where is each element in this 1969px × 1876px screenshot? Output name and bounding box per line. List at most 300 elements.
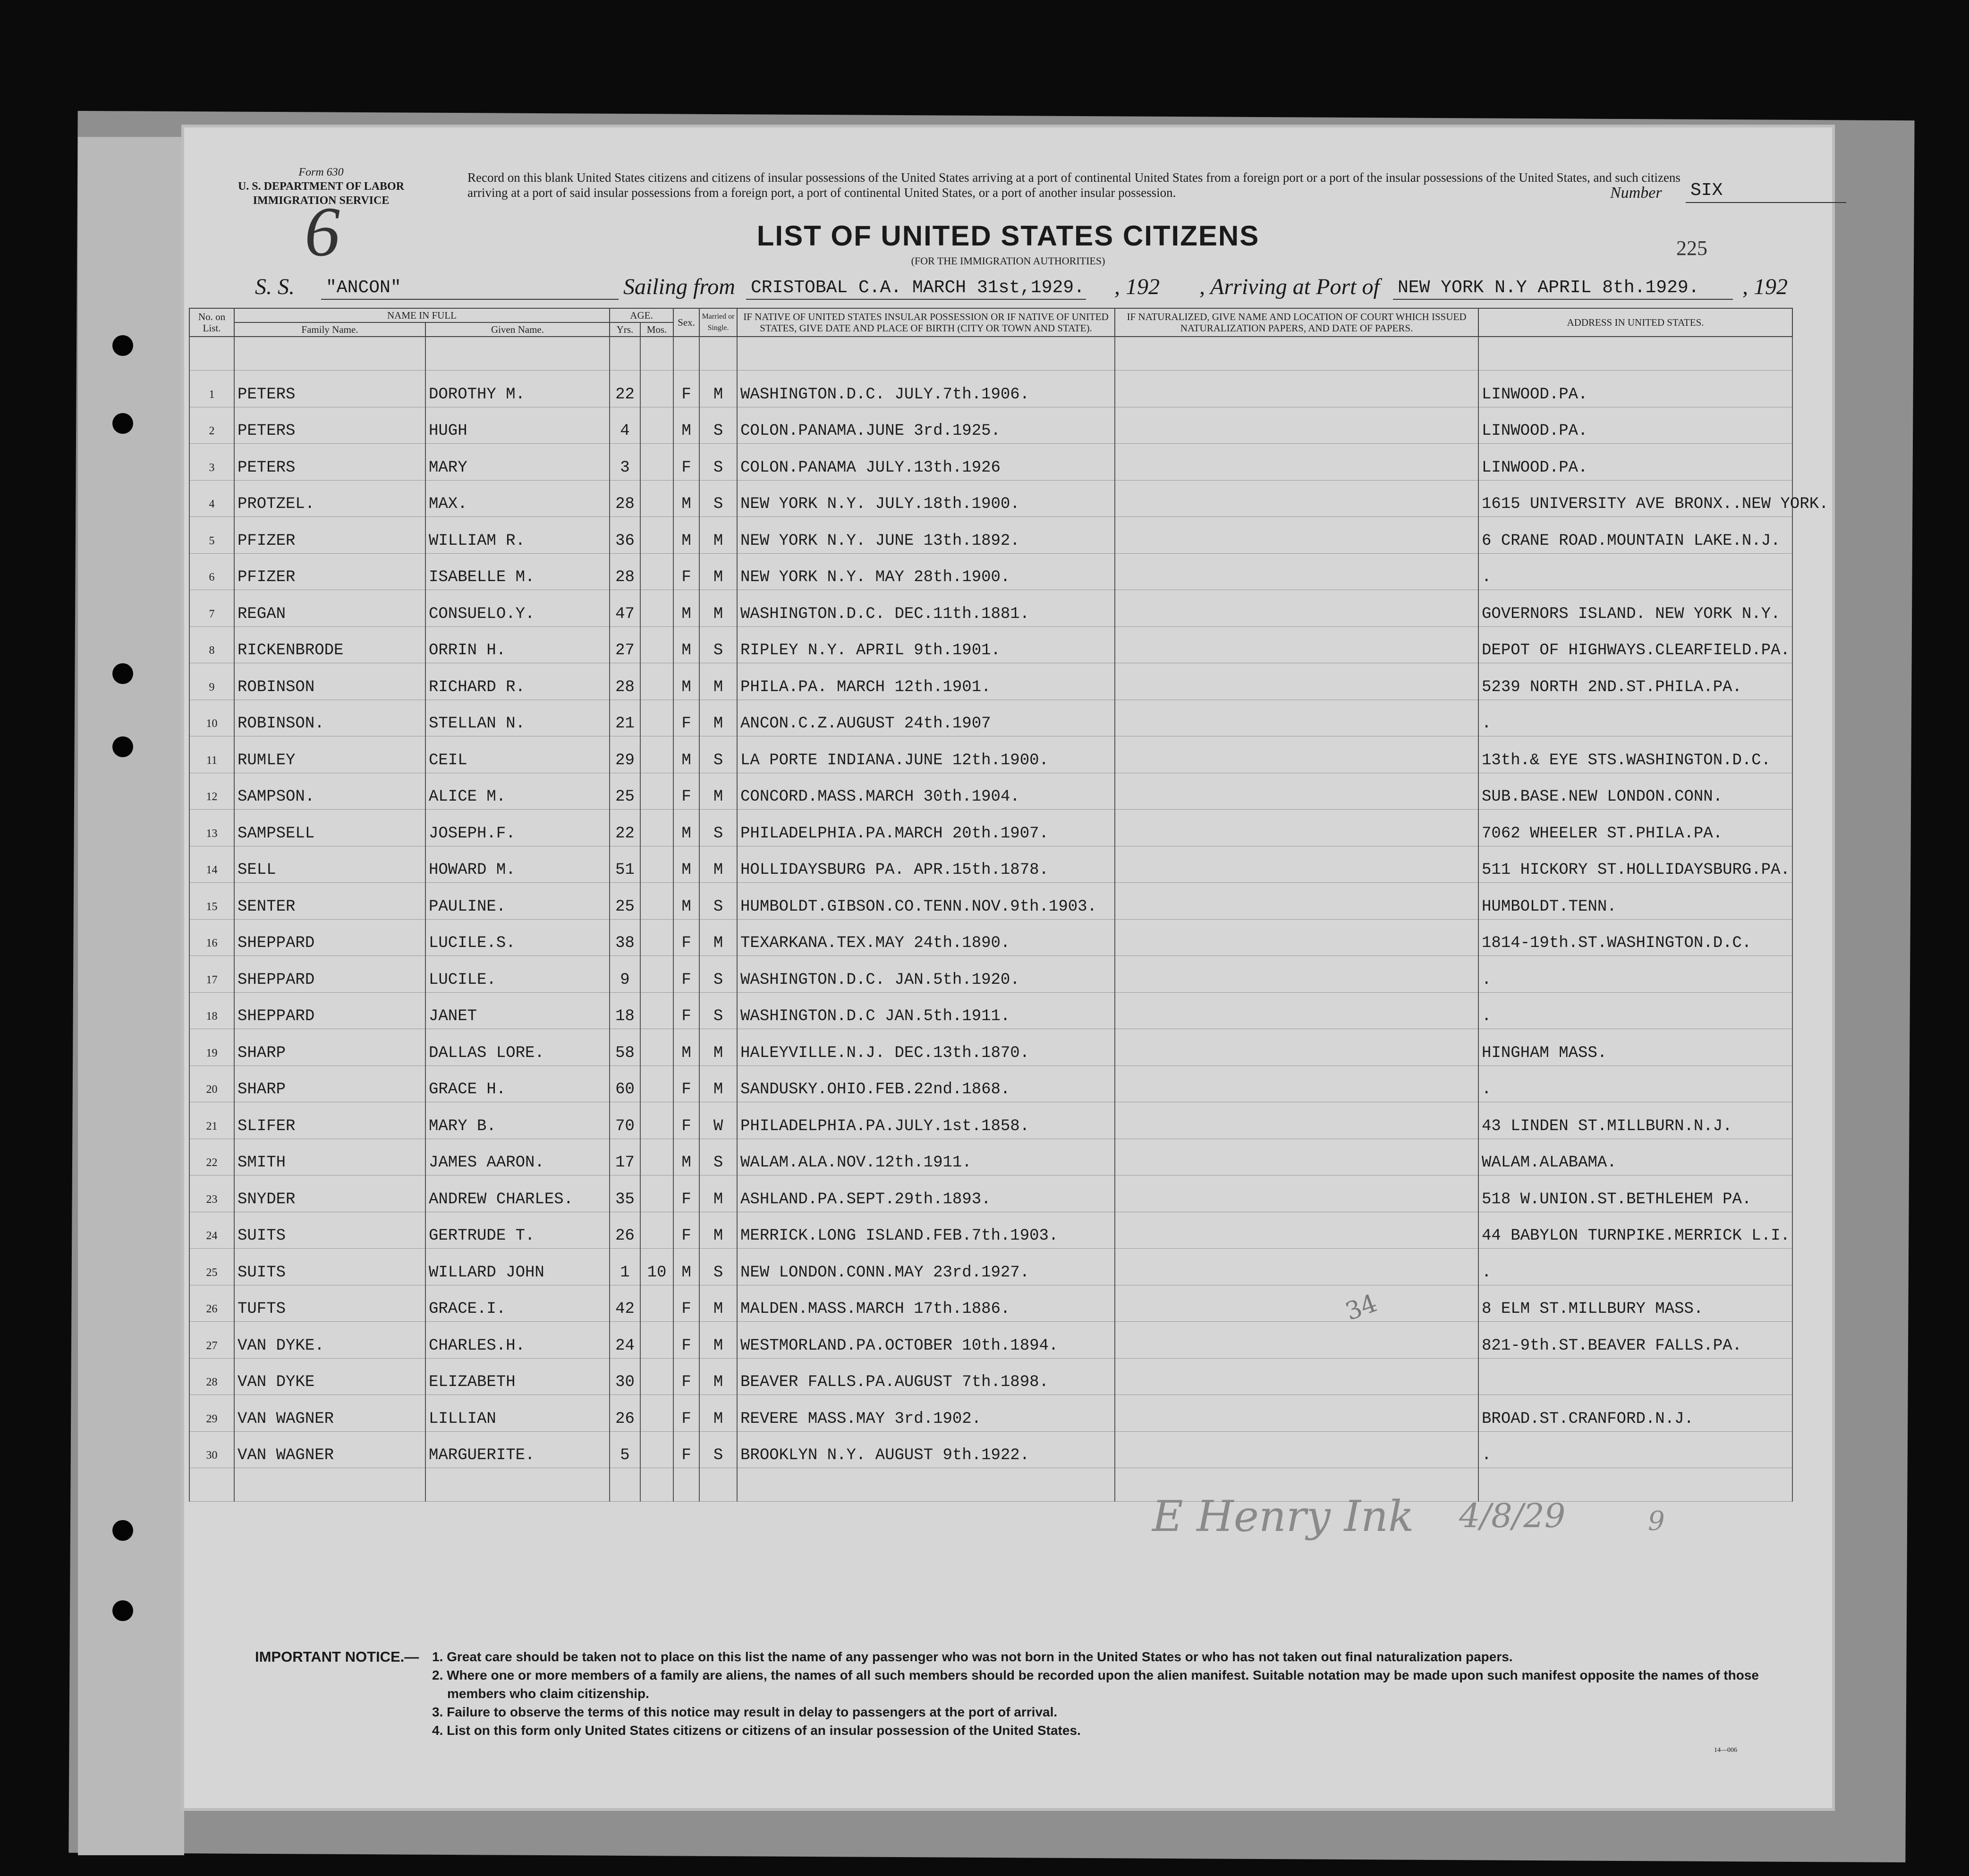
- sex: M: [673, 883, 699, 920]
- number-value: SIX: [1690, 180, 1723, 201]
- age-months: [640, 1175, 673, 1212]
- ss-label: S. S.: [255, 274, 295, 299]
- sex: M: [673, 810, 699, 846]
- col-naturalized: IF NATURALIZED, GIVE NAME AND LOCATION OF COURT WHICH ISSUED NATURALIZATION PAPERS, AND DATE OF PAPERS.: [1115, 308, 1478, 337]
- given-name: JANET: [425, 992, 610, 1029]
- age-months: [640, 846, 673, 883]
- age-years: 28: [610, 553, 640, 590]
- naturalization-info: [1115, 1358, 1478, 1395]
- row-number: 13: [189, 810, 234, 846]
- sex: F: [673, 700, 699, 736]
- age-months: [640, 1065, 673, 1102]
- passenger-table: [189, 308, 1829, 1502]
- notice-items: [432, 1648, 1782, 1740]
- table-row: [189, 810, 1792, 846]
- row-number: 27: [189, 1322, 234, 1359]
- age-months: [640, 407, 673, 444]
- us-address: WALAM.ALABAMA.: [1478, 1139, 1792, 1175]
- col-no: No. on List.: [189, 308, 234, 337]
- us-address: LINWOOD.PA.: [1478, 444, 1792, 481]
- us-address: LINWOOD.PA.: [1478, 407, 1792, 444]
- naturalization-info: [1115, 1322, 1478, 1359]
- col-name-in-full: NAME IN FULL: [234, 308, 610, 322]
- given-name: ORRIN H.: [425, 626, 610, 663]
- service-name: IMMIGRATION SERVICE: [253, 194, 390, 207]
- birth-place-date: BEAVER FALLS.PA.AUGUST 7th.1898.: [737, 1358, 1115, 1395]
- marital-status: S: [699, 956, 737, 993]
- row-number: 7: [189, 590, 234, 627]
- given-name: RICHARD R.: [425, 663, 610, 700]
- birth-place-date: WALAM.ALA.NOV.12th.1911.: [737, 1139, 1115, 1175]
- family-name: RICKENBRODE: [234, 626, 425, 663]
- us-address: GOVERNORS ISLAND. NEW YORK N.Y.: [1478, 590, 1792, 627]
- naturalization-info: [1115, 1139, 1478, 1175]
- age-years: 22: [610, 810, 640, 846]
- sex: F: [673, 1431, 699, 1468]
- age-years: 22: [610, 371, 640, 407]
- marital-status: M: [699, 1395, 737, 1432]
- family-name: SNYDER: [234, 1175, 425, 1212]
- table-row: [189, 1102, 1792, 1139]
- table-row: [189, 626, 1792, 663]
- marital-status: M: [699, 1175, 737, 1212]
- table-row: [189, 736, 1792, 773]
- spacer-row: [189, 337, 1792, 371]
- naturalization-info: [1115, 626, 1478, 663]
- given-name: DOROTHY M.: [425, 371, 610, 407]
- col-address: ADDRESS IN UNITED STATES.: [1478, 308, 1792, 337]
- sex: F: [673, 773, 699, 810]
- row-number: 16: [189, 919, 234, 956]
- col-age: AGE.: [610, 308, 673, 322]
- marital-status: M: [699, 517, 737, 554]
- birth-place-date: PHILADELPHIA.PA.MARCH 20th.1907.: [737, 810, 1115, 846]
- age-months: [640, 992, 673, 1029]
- us-address: 13th.& EYE STS.WASHINGTON.D.C.: [1478, 736, 1792, 773]
- marital-status: S: [699, 992, 737, 1029]
- arriving-underline: [1393, 299, 1733, 300]
- age-years: 3: [610, 444, 640, 481]
- given-name: MARY B.: [425, 1102, 610, 1139]
- family-name: SHEPPARD: [234, 956, 425, 993]
- birth-place-date: HALEYVILLE.N.J. DEC.13th.1870.: [737, 1029, 1115, 1066]
- age-months: [640, 919, 673, 956]
- naturalization-info: [1115, 553, 1478, 590]
- sex: M: [673, 407, 699, 444]
- table-row: [189, 590, 1792, 627]
- us-address: .: [1478, 992, 1792, 1029]
- family-name: SUITS: [234, 1249, 425, 1285]
- birth-place-date: ANCON.C.Z.AUGUST 24th.1907: [737, 700, 1115, 736]
- ship-name: "ANCON": [326, 278, 401, 298]
- family-name: SENTER: [234, 883, 425, 920]
- family-name: REGAN: [234, 590, 425, 627]
- us-address: 1814-19th.ST.WASHINGTON.D.C.: [1478, 919, 1792, 956]
- us-address: LINWOOD.PA.: [1478, 371, 1792, 407]
- birth-place-date: NEW LONDON.CONN.MAY 23rd.1927.: [737, 1249, 1115, 1285]
- sex: M: [673, 846, 699, 883]
- age-months: [640, 444, 673, 481]
- us-address: .: [1478, 700, 1792, 736]
- given-name: JOSEPH.F.: [425, 810, 610, 846]
- marital-status: M: [699, 663, 737, 700]
- family-name: PFIZER: [234, 553, 425, 590]
- us-address: 6 CRANE ROAD.MOUNTAIN LAKE.N.J.: [1478, 517, 1792, 554]
- naturalization-info: [1115, 480, 1478, 517]
- marital-status: M: [699, 590, 737, 627]
- birth-place-date: TEXARKANA.TEX.MAY 24th.1890.: [737, 919, 1115, 956]
- family-name: PETERS: [234, 371, 425, 407]
- naturalization-info: [1115, 1395, 1478, 1432]
- age-years: 25: [610, 883, 640, 920]
- row-number: 3: [189, 444, 234, 481]
- age-years: 35: [610, 1175, 640, 1212]
- col-yrs: Yrs.: [610, 322, 640, 337]
- given-name: JAMES AARON.: [425, 1139, 610, 1175]
- us-address: .: [1478, 1065, 1792, 1102]
- us-address: 8 ELM ST.MILLBURY MASS.: [1478, 1285, 1792, 1322]
- age-months: [640, 736, 673, 773]
- arriving-value: NEW YORK N.Y APRIL 8th.1929.: [1398, 278, 1699, 298]
- age-years: 38: [610, 919, 640, 956]
- table-row: [189, 1322, 1792, 1359]
- sex: F: [673, 553, 699, 590]
- given-name: LUCILE.: [425, 956, 610, 993]
- family-name: SLIFER: [234, 1102, 425, 1139]
- given-name: MAX.: [425, 480, 610, 517]
- table-row: [189, 1395, 1792, 1432]
- birth-place-date: CONCORD.MASS.MARCH 30th.1904.: [737, 773, 1115, 810]
- sex: F: [673, 1285, 699, 1322]
- underlying-page-edge: [78, 137, 184, 1855]
- sex: F: [673, 1065, 699, 1102]
- marital-status: M: [699, 1029, 737, 1066]
- us-address: 5239 NORTH 2ND.ST.PHILA.PA.: [1478, 663, 1792, 700]
- naturalization-info: [1115, 736, 1478, 773]
- age-months: [640, 1139, 673, 1175]
- us-address: SUB.BASE.NEW LONDON.CONN.: [1478, 773, 1792, 810]
- age-years: 42: [610, 1285, 640, 1322]
- ship-underline: [321, 299, 619, 300]
- marital-status: M: [699, 1358, 737, 1395]
- age-years: 18: [610, 992, 640, 1029]
- header-row-1: [189, 308, 1792, 322]
- age-months: [640, 517, 673, 554]
- sailing-value: CRISTOBAL C.A. MARCH 31st,1929.: [751, 278, 1085, 298]
- binder-hole: [112, 413, 133, 434]
- naturalization-info: [1115, 407, 1478, 444]
- sex: M: [673, 1029, 699, 1066]
- notice-item-2: 2. Where one or more members of a family are aliens, the names of all such members should be recorded upon the alien manifest. Suitable notation may be made upon such manifest opposite the names of those members who claim citizenship.: [432, 1668, 1759, 1701]
- table-row: [189, 1065, 1792, 1102]
- sex: M: [673, 1139, 699, 1175]
- age-months: [640, 1322, 673, 1359]
- birth-place-date: BROOKLYN N.Y. AUGUST 9th.1922.: [737, 1431, 1115, 1468]
- sex: M: [673, 1249, 699, 1285]
- table-row: [189, 1029, 1792, 1066]
- marital-status: S: [699, 626, 737, 663]
- marital-status: M: [699, 919, 737, 956]
- table-row: [189, 773, 1792, 810]
- age-years: 24: [610, 1322, 640, 1359]
- naturalization-info: [1115, 590, 1478, 627]
- number-underline: [1686, 202, 1846, 203]
- family-name: TUFTS: [234, 1285, 425, 1322]
- signature-mark: 9: [1648, 1506, 1665, 1537]
- family-name: SAMPSON.: [234, 773, 425, 810]
- notice-lead: IMPORTANT NOTICE.—: [255, 1648, 419, 1665]
- naturalization-info: [1115, 444, 1478, 481]
- row-number: 25: [189, 1249, 234, 1285]
- sailing-label: Sailing from: [623, 274, 735, 299]
- family-name: SHARP: [234, 1065, 425, 1102]
- age-years: 26: [610, 1395, 640, 1432]
- marital-status: S: [699, 407, 737, 444]
- naturalization-info: [1115, 1285, 1478, 1322]
- naturalization-info: [1115, 371, 1478, 407]
- birth-place-date: SANDUSKY.OHIO.FEB.22nd.1868.: [737, 1065, 1115, 1102]
- age-years: 4: [610, 407, 640, 444]
- family-name: SHARP: [234, 1029, 425, 1066]
- inspector-signature: E Henry Ink: [1152, 1492, 1414, 1541]
- us-address: 518 W.UNION.ST.BETHLEHEM PA.: [1478, 1175, 1792, 1212]
- age-months: [640, 700, 673, 736]
- us-address: .: [1478, 956, 1792, 993]
- naturalization-info: [1115, 956, 1478, 993]
- family-name: VAN WAGNER: [234, 1395, 425, 1432]
- table-row: [189, 956, 1792, 993]
- us-address: .: [1478, 1431, 1792, 1468]
- sex: M: [673, 663, 699, 700]
- birth-place-date: COLON.PANAMA.JUNE 3rd.1925.: [737, 407, 1115, 444]
- notice-item-3: 3. Failure to observe the terms of this notice may result in delay to passengers at the port of arrival.: [432, 1705, 1058, 1719]
- page-title: LIST OF UNITED STATES CITIZENS: [756, 220, 1260, 252]
- given-name: CHARLES.H.: [425, 1322, 610, 1359]
- marital-status: M: [699, 846, 737, 883]
- marital-status: M: [699, 1212, 737, 1249]
- table-row: [189, 700, 1792, 736]
- row-number: 28: [189, 1358, 234, 1395]
- naturalization-info: [1115, 773, 1478, 810]
- naturalization-info: [1115, 810, 1478, 846]
- birth-place-date: RIPLEY N.Y. APRIL 9th.1901.: [737, 626, 1115, 663]
- sex: F: [673, 1395, 699, 1432]
- family-name: VAN WAGNER: [234, 1431, 425, 1468]
- row-number: 26: [189, 1285, 234, 1322]
- sheet-handwritten-number: 6: [305, 193, 340, 271]
- table-row: [189, 919, 1792, 956]
- age-months: [640, 956, 673, 993]
- age-months: [640, 1431, 673, 1468]
- age-years: 70: [610, 1102, 640, 1139]
- table-row: [189, 1212, 1792, 1249]
- row-number: 23: [189, 1175, 234, 1212]
- age-years: 51: [610, 846, 640, 883]
- row-number: 5: [189, 517, 234, 554]
- sex: M: [673, 590, 699, 627]
- sex: F: [673, 992, 699, 1029]
- birth-place-date: NEW YORK N.Y. MAY 28th.1900.: [737, 553, 1115, 590]
- given-name: GERTRUDE T.: [425, 1212, 610, 1249]
- row-number: 8: [189, 626, 234, 663]
- year-label-1: , 192: [1114, 274, 1160, 299]
- age-years: 25: [610, 773, 640, 810]
- age-years: 47: [610, 590, 640, 627]
- age-months: [640, 1395, 673, 1432]
- signature-date: 4/8/29: [1459, 1496, 1566, 1535]
- binder-hole: [112, 1520, 133, 1541]
- age-years: 28: [610, 663, 640, 700]
- us-address: .: [1478, 553, 1792, 590]
- marital-status: M: [699, 553, 737, 590]
- sailing-underline: [746, 299, 1086, 300]
- passenger-rows: [189, 337, 1829, 1502]
- col-family-name: Family Name.: [234, 322, 425, 337]
- naturalization-info: [1115, 1175, 1478, 1212]
- arriving-label: , Arriving at Port of: [1199, 274, 1380, 299]
- naturalization-info: [1115, 1102, 1478, 1139]
- birth-place-date: PHILA.PA. MARCH 12th.1901.: [737, 663, 1115, 700]
- table-row: [189, 992, 1792, 1029]
- birth-place-date: MERRICK.LONG ISLAND.FEB.7th.1903.: [737, 1212, 1115, 1249]
- marital-status: M: [699, 1285, 737, 1322]
- age-months: [640, 1029, 673, 1066]
- sex: F: [673, 371, 699, 407]
- sex: F: [673, 1358, 699, 1395]
- given-name: MARY: [425, 444, 610, 481]
- age-months: [640, 883, 673, 920]
- sex: F: [673, 1102, 699, 1139]
- handwritten-34: 34: [1341, 1289, 1381, 1327]
- birth-place-date: HUMBOLDT.GIBSON.CO.TENN.NOV.9th.1903.: [737, 883, 1115, 920]
- sex: M: [673, 626, 699, 663]
- family-name: ROBINSON.: [234, 700, 425, 736]
- age-years: 1: [610, 1249, 640, 1285]
- col-mos: Mos.: [640, 322, 673, 337]
- family-name: PFIZER: [234, 517, 425, 554]
- marital-status: M: [699, 1322, 737, 1359]
- table-row: [189, 1358, 1792, 1395]
- age-months: [640, 810, 673, 846]
- us-address: 7062 WHEELER ST.PHILA.PA.: [1478, 810, 1792, 846]
- binder-hole: [112, 663, 133, 684]
- row-number: 22: [189, 1139, 234, 1175]
- given-name: PAULINE.: [425, 883, 610, 920]
- table-row: [189, 663, 1792, 700]
- row-number: 20: [189, 1065, 234, 1102]
- marital-status: S: [699, 444, 737, 481]
- row-number: 21: [189, 1102, 234, 1139]
- table-row: [189, 1249, 1792, 1285]
- birth-place-date: WASHINGTON.D.C. JAN.5th.1920.: [737, 956, 1115, 993]
- col-birth: IF NATIVE OF UNITED STATES INSULAR POSSESSION OR IF NATIVE OF UNITED STATES, GIVE DATE AND PLACE OF BIRTH (CITY OR TOWN AND STATE).: [737, 308, 1115, 337]
- page-subtitle: (FOR THE IMMIGRATION AUTHORITIES): [911, 255, 1105, 267]
- given-name: ELIZABETH: [425, 1358, 610, 1395]
- col-sex: Sex.: [673, 308, 699, 337]
- naturalization-info: [1115, 1029, 1478, 1066]
- marital-status: W: [699, 1102, 737, 1139]
- naturalization-info: [1115, 919, 1478, 956]
- us-address: .: [1478, 1249, 1792, 1285]
- birth-place-date: REVERE MASS.MAY 3rd.1902.: [737, 1395, 1115, 1432]
- row-number: 6: [189, 553, 234, 590]
- age-months: [640, 773, 673, 810]
- marital-status: S: [699, 1249, 737, 1285]
- age-months: [640, 1358, 673, 1395]
- us-address: 821-9th.ST.BEAVER FALLS.PA.: [1478, 1322, 1792, 1359]
- given-name: ALICE M.: [425, 773, 610, 810]
- family-name: VAN DYKE.: [234, 1322, 425, 1359]
- form-code: 14—006: [1714, 1747, 1737, 1754]
- given-name: STELLAN N.: [425, 700, 610, 736]
- marital-status: S: [699, 810, 737, 846]
- stamp-number: 225: [1676, 237, 1707, 260]
- age-years: 58: [610, 1029, 640, 1066]
- age-months: [640, 371, 673, 407]
- age-months: [640, 553, 673, 590]
- birth-place-date: NEW YORK N.Y. JUNE 13th.1892.: [737, 517, 1115, 554]
- row-number: 14: [189, 846, 234, 883]
- family-name: SAMPSELL: [234, 810, 425, 846]
- age-months: [640, 480, 673, 517]
- marital-status: M: [699, 700, 737, 736]
- birth-place-date: HOLLIDAYSBURG PA. APR.15th.1878.: [737, 846, 1115, 883]
- sex: M: [673, 736, 699, 773]
- age-months: [640, 1102, 673, 1139]
- family-name: ROBINSON: [234, 663, 425, 700]
- birth-place-date: WASHINGTON.D.C. DEC.11th.1881.: [737, 590, 1115, 627]
- age-years: 9: [610, 956, 640, 993]
- department-name: U. S. DEPARTMENT OF LABOR: [238, 180, 405, 193]
- row-number: 18: [189, 992, 234, 1029]
- sex: M: [673, 517, 699, 554]
- age-months: [640, 626, 673, 663]
- age-years: 36: [610, 517, 640, 554]
- given-name: CEIL: [425, 736, 610, 773]
- table-row: [189, 553, 1792, 590]
- birth-place-date: PHILADELPHIA.PA.JULY.1st.1858.: [737, 1102, 1115, 1139]
- age-months: [640, 663, 673, 700]
- family-name: SHEPPARD: [234, 919, 425, 956]
- row-number: 4: [189, 480, 234, 517]
- given-name: WILLIAM R.: [425, 517, 610, 554]
- binder-hole: [112, 1600, 133, 1621]
- row-number: 12: [189, 773, 234, 810]
- us-address: HUMBOLDT.TENN.: [1478, 883, 1792, 920]
- row-number: 10: [189, 700, 234, 736]
- marital-status: M: [699, 1065, 737, 1102]
- row-number: 29: [189, 1395, 234, 1432]
- birth-place-date: WESTMORLAND.PA.OCTOBER 10th.1894.: [737, 1322, 1115, 1359]
- us-address: 44 BABYLON TURNPIKE.MERRICK L.I.: [1478, 1212, 1792, 1249]
- family-name: PROTZEL.: [234, 480, 425, 517]
- row-number: 2: [189, 407, 234, 444]
- us-address: HINGHAM MASS.: [1478, 1029, 1792, 1066]
- birth-place-date: WASHINGTON.D.C JAN.5th.1911.: [737, 992, 1115, 1029]
- given-name: HUGH: [425, 407, 610, 444]
- sex: F: [673, 919, 699, 956]
- col-married: Married or Single.: [699, 308, 737, 337]
- age-years: 30: [610, 1358, 640, 1395]
- given-name: MARGUERITE.: [425, 1431, 610, 1468]
- given-name: CONSUELO.Y.: [425, 590, 610, 627]
- table-row: [189, 517, 1792, 554]
- birth-place-date: NEW YORK N.Y. JULY.18th.1900.: [737, 480, 1115, 517]
- notice-item-4: 4. List on this form only United States citizens or citizens of an insular possession of the United States.: [432, 1723, 1081, 1738]
- age-years: 26: [610, 1212, 640, 1249]
- age-years: 27: [610, 626, 640, 663]
- sex: M: [673, 480, 699, 517]
